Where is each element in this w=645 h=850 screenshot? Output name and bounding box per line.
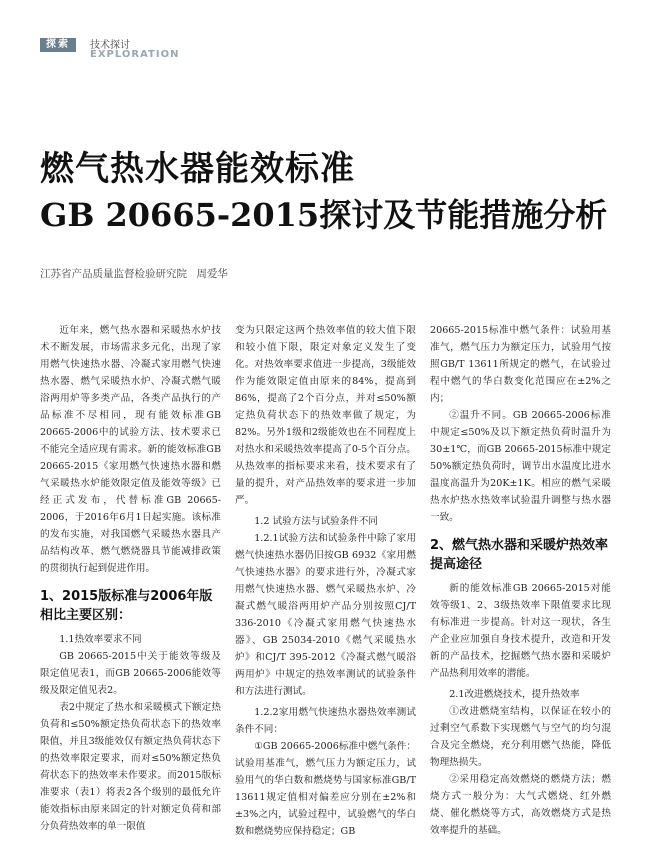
paragraph: 表2中规定了热水和采暖模式下额定热负荷和≤50%额定热负荷状态下的热效率限值，并且3级能效仅有额定热负荷状态下的热效率限定要求，而对≤50%额定热负荷状态下的热效率未作要求。而2015版标准要求（表1）将表2各个级别的最低允许能效指标由原来固定的针对额定负荷和部分负荷热效率的单一限值 (40, 702, 221, 832)
subheading-2-1: 2.1改进燃烧技术，提升热效率 (449, 689, 580, 700)
intro-paragraph: 近年来，燃气热水器和采暖热水炉技术不断发展，市场需求多元化，出现了家用燃气快速热水器、冷凝式家用燃气快速热水器、燃气采暖热水炉、冷凝式燃气暖浴两用炉等多类产品，各类产品执行的产品标准不尽相同，现有能效标准GB 20665-2006中的试验方法、技术要求已不能完全适应现有需求。新的能效标准GB 20665-2015《家用燃气快速热水器和燃气采暖热水炉能效限定值及能效等级》已经正式发布，代替标准GB 20665-2006，于2016年6月1日起实施。该标准的发布实施，对我国燃气采暖热水器具产品结构改革、燃气燃烧器具节能减排政策的贯彻执行起到促进作用。 (40, 325, 221, 574)
paragraph: ②温升不同。GB 20665-2006标准中规定≤50%及以下额定热负荷时温升为30±1℃，而GB 20665-2015标准中规定50%额定热负荷时，调节出水温度比进水温度高温升为20K±1K。相应的燃气采暖热水炉热水热效率试验温升调整与热水器一致。 (430, 410, 611, 523)
page-header (40, 36, 610, 62)
section-heading-1: 1、2015版标准与2006年版相比主要区别： (40, 589, 213, 623)
column-2 (235, 322, 416, 840)
paragraph: 1.2.1试验方法和试验条件中除了家用燃气快速热水器仍旧按GB 6932《家用燃气快速热水器》的要求进行外，冷凝式家用燃气快速热水器、燃气采暖热水炉、冷凝式燃气暖浴两用炉产品分别按照CJ/T 336-2010《冷凝式家用燃气快速热水器》、GB 25034-2010《燃气采暖热水炉》和CJ/T 395-2012《冷凝式燃气暖浴两用炉》中规定的热效率测试的试验条件和方法进行测试。 (235, 533, 416, 697)
title-line-2: GB 20665-2015探讨及节能措施分析 (40, 196, 608, 234)
title-line-1: 燃气热水器能效标准 (40, 149, 355, 189)
paragraph: ①GB 20665-2006标准中燃气条件：试验用基准气，燃气压力为额定压力，试验用气的华白数和燃烧势与国家标准GB/T 13611规定值相对偏差应分别在±2%和±3%之内，试验过程中，试验燃气的华白数和燃烧势应保持稳定；GB (235, 741, 416, 837)
article-title (40, 148, 620, 236)
paragraph: GB 20665-2015中关于能效等级及限定值见表1，而GB 20665-2006能效等级及限定值见表2。 (40, 651, 221, 696)
author-affiliation: 江苏省产品质量监督检验研究院 (40, 268, 187, 280)
paragraph: 20665-2015标准中燃气条件：试验用基准气，燃气压力为额定压力，试验用气按照GB/T 13611所规定的燃气，在试验过程中燃气的华白数变化范围应在±2%之内； (430, 325, 611, 404)
column-1 (40, 322, 221, 835)
paragraph: ②采用稳定高效燃烧的燃烧方法；燃烧方式一般分为：大气式燃烧、红外燃烧、催化燃烧等方式，高效燃烧方式是热效率提升的基础。 (430, 774, 611, 836)
subheading-1-1: 1.1热效率要求不同 (59, 634, 142, 645)
author-line (40, 266, 228, 281)
section-heading-2: 2、燃气热水器和采暖炉热效率提高途径 (430, 538, 609, 572)
subheading-1-2-2: 1.2.2家用燃气快速热水器热效率测试条件不同： (235, 707, 416, 735)
paragraph: 新的能效标准GB 20665-2015对能效等级1、2、3级热效率下限值要求比现有标准进一步提高。针对这一现状，各生产企业应加强自身技术提升，改造和开发新的产品技术，挖掘燃气热水器和采暖炉产品热利用效率的潜能。 (430, 583, 611, 679)
author-name: 周爱华 (196, 268, 228, 280)
paragraph: 变为只限定这两个热效率值的较大值下限和较小值下限，限定对象定义发生了变化。对热效率要求值进一步提高，3级能效作为能效限定值由原来的84%，提高到86%，提高了2个百分点，并对≤50%额定热负荷状态下的热效率做了规定，为82%。另外1级和2级能效也在不同程度上对热水和采暖热效率提高了0-5个百分点。从热效率的指标要求来看，技术要求有了量的提升，对产品热效率的要求进一步加严。 (235, 325, 416, 506)
section-tag: 探索 (40, 38, 76, 52)
column-3 (430, 322, 611, 839)
subheading-1-2: 1.2 试验方法与试验条件不同 (254, 516, 379, 527)
paragraph: ①改进燃烧室结构，以保证在较小的过剩空气系数下实现燃气与空气的均匀混合及完全燃烧，充分利用燃气热能，降低物理热损失。 (430, 706, 611, 768)
section-title-cn: 技术探讨 (90, 40, 130, 51)
section-title-en: EXPLORATION (90, 49, 180, 60)
